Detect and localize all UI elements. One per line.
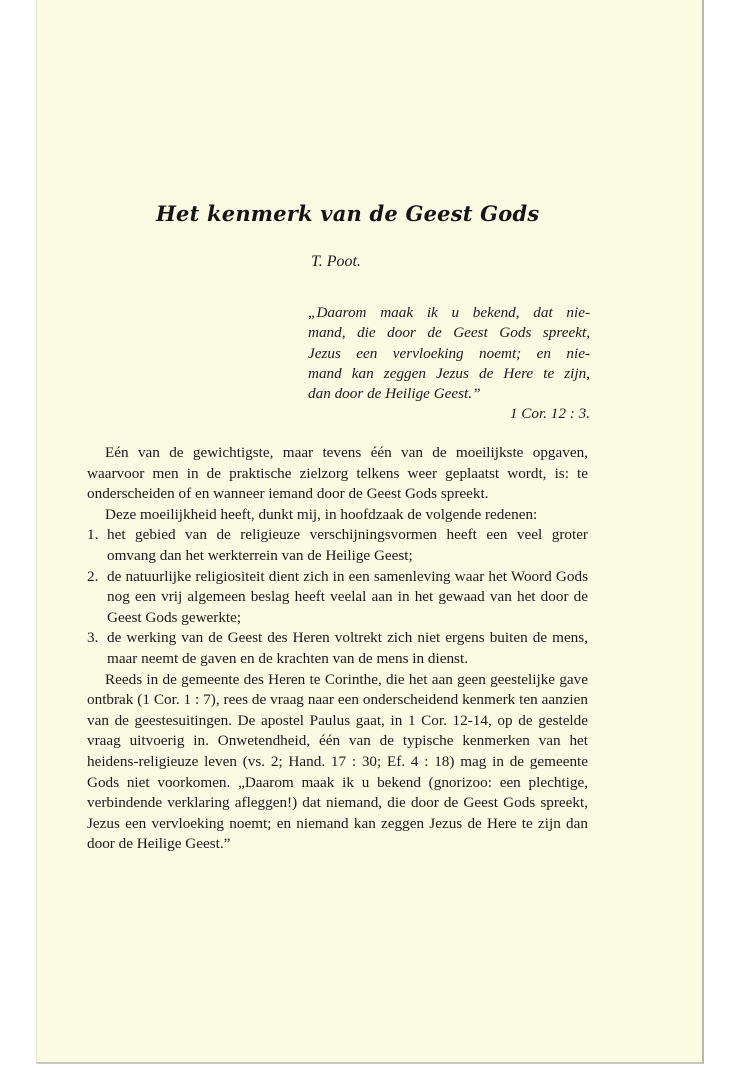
article-body xyxy=(87,443,588,855)
epigraph-reference: 1 Cor. 12 : 3. xyxy=(509,405,590,423)
article-author: T. Poot. xyxy=(311,253,361,270)
list-text: het gebied van de religieuze verschijningsvormen heeft een veel groter omvang dan het werkterrein van de Heilige Geest; xyxy=(107,526,588,564)
paragraph: Reeds in de gemeente des Heren te Corinthe, die het aan geen geestelijke gave ontbrak (1 Cor. 1 : 7), rees de vraag naar een onderscheidend kenmerk ten aanzien van de geestesuitingen. De apostel Paulus gaat, in 1 Cor. 12-14, op de gestelde vraag uitvoerig in. Onwetendheid, één van de typische kenmerken van het heidens-religieuze leven (vs. 2; Hand. 17 : 30; Ef. 4 : 18) mag in de gemeente Gods niet voorkomen. „Daarom maak ik u bekend (gnorizoo: een plechtige, verbindende verklaring afleggen!) dat niemand, die door de Geest Gods spreekt, Jezus een vervloeking noemt; en niemand kan zeggen Jezus de Here te zijn dan door de Heilige Geest.” xyxy=(87,670,588,853)
list-item xyxy=(87,628,588,669)
article-title: Het kenmerk van de Geest Gods xyxy=(156,201,540,226)
epigraph-line: mand kan zeggen Jezus de Here te zijn, xyxy=(308,364,590,382)
epigraph-line: mand, die door de Geest Gods spreekt, xyxy=(308,324,590,342)
page-edge xyxy=(36,0,37,1064)
paragraph: Deze moeilijkheid heeft, dunkt mij, in hoofdzaak de volgende redenen: xyxy=(105,505,538,523)
list-item xyxy=(87,525,588,566)
list-number: 3. xyxy=(87,629,99,647)
paragraph: Eén van de gewichtigste, maar tevens één van de moeilijkste opgaven, waarvoor men in de praktische zielzorg telkens weer geplaatst wordt, is: te onderscheiden of en wanneer iemand door de Geest Gods spreekt. xyxy=(87,444,588,503)
list-text: de natuurlijke religiositeit dient zich in een samenleving waar het Woord Gods nog een vrij algemeen beslag heeft veelal aan in het gewaad van het door de Geest Gods gewerkte; xyxy=(107,567,588,626)
epigraph-line: dan door de Heilige Geest.” xyxy=(308,385,481,403)
list-number: 2. xyxy=(87,567,99,585)
list-item xyxy=(87,567,588,629)
reasons-list xyxy=(87,525,588,669)
epigraph-line: „Daarom maak ik u bekend, dat nie- xyxy=(308,304,590,321)
list-number: 1. xyxy=(87,526,99,544)
epigraph xyxy=(308,303,590,425)
epigraph-line: Jezus een vervloeking noemt; en nie- xyxy=(308,344,590,362)
list-text: de werking van de Geest des Heren voltrekt zich niet ergens buiten de mens, maar neemt de gaven en de krachten van de mens in dienst. xyxy=(107,629,588,667)
